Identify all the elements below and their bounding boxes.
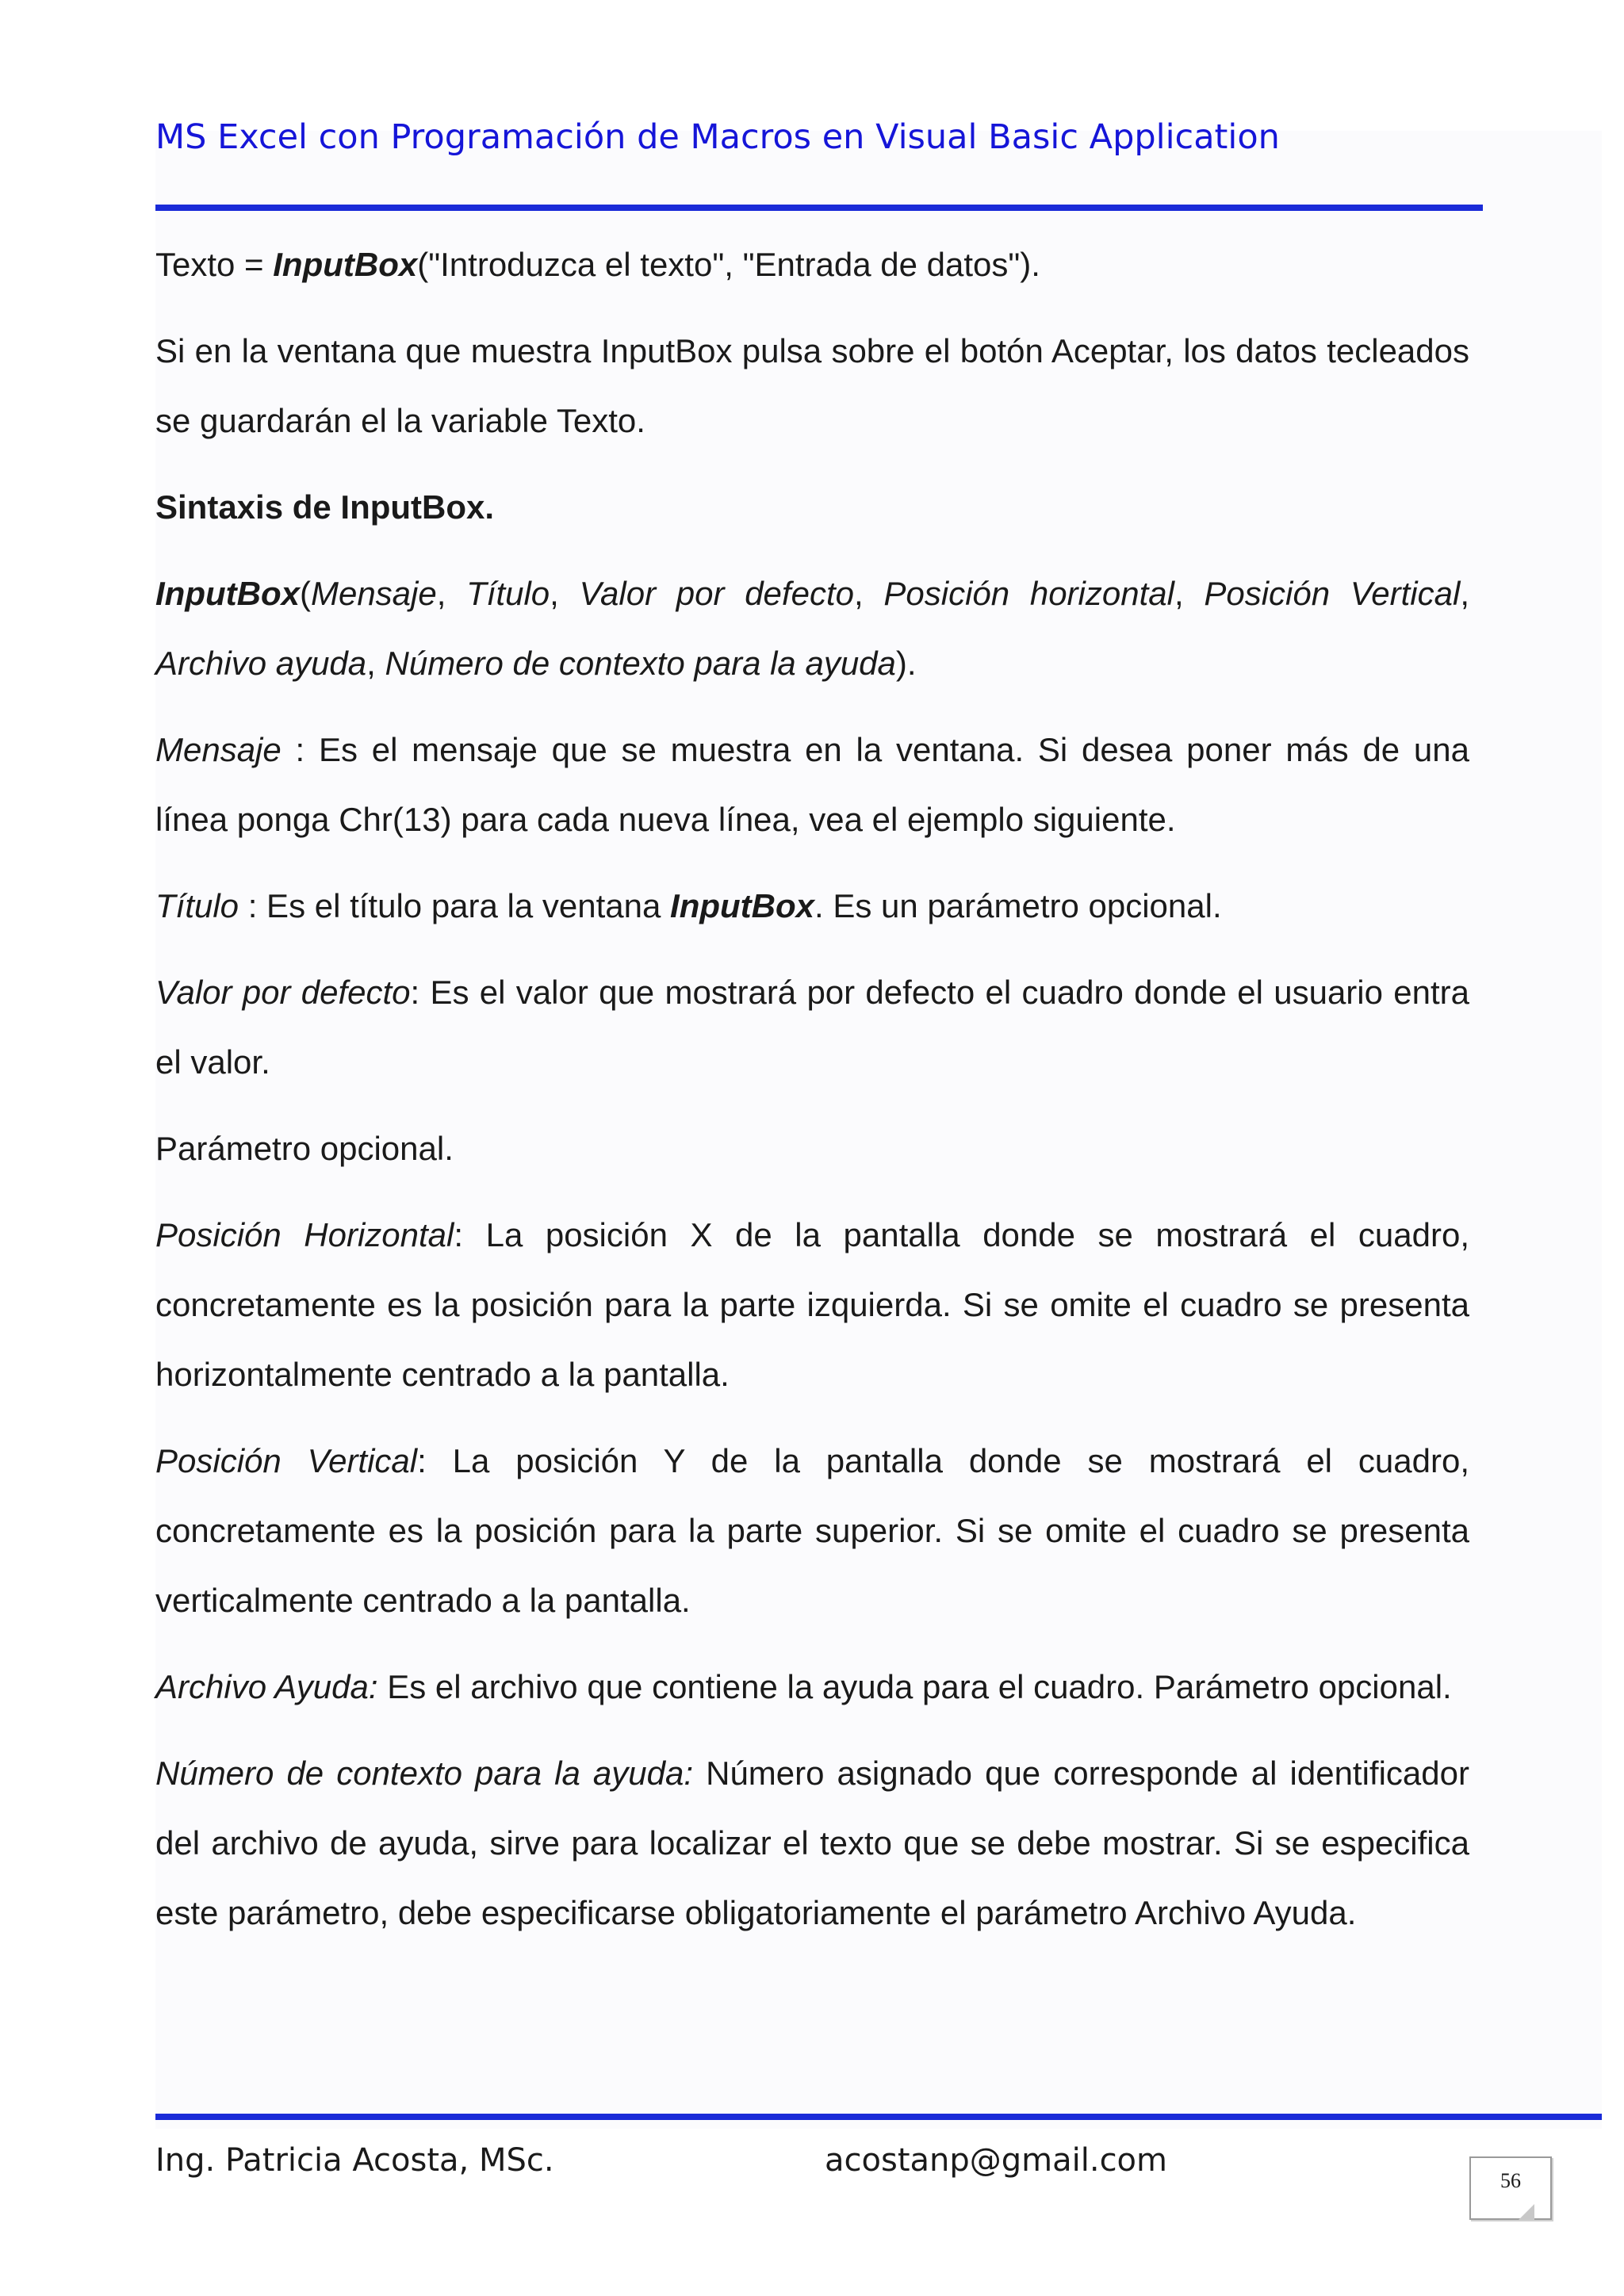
function-name: InputBox	[273, 246, 418, 283]
paragraph-inputbox-example	[155, 230, 1469, 300]
term-description: . Es un parámetro opcional.	[814, 887, 1222, 924]
text-segment: ,	[366, 645, 385, 682]
function-name: InputBox	[670, 887, 815, 924]
paragraph-aceptar-explanation: Si en la ventana que muestra InputBox pulsa sobre el botón Aceptar, los datos tecleados se guardarán el la variable Texto.	[155, 332, 1469, 439]
text-segment: ,	[853, 575, 884, 612]
text-segment: ,	[1174, 575, 1205, 612]
paragraph-archivo-ayuda	[155, 1652, 1469, 1722]
header-title: MS Excel con Programación de Macros en Visual Basic Application	[155, 117, 1280, 157]
page-number-box	[1469, 2156, 1552, 2220]
paragraph-valor-por-defecto	[155, 958, 1469, 1097]
text-segment: (	[299, 575, 311, 612]
text-segment: ).	[895, 645, 917, 682]
text-segment: ,	[1460, 575, 1469, 612]
section-heading-sintaxis: Sintaxis de InputBox.	[155, 488, 495, 526]
syntax-argument: Número de contexto para la ayuda	[385, 645, 896, 682]
term-description: : Es el mensaje que se muestra en la ventana. Si desea poner más de una línea ponga Chr(13) para cada nueva línea, vea el ejemplo siguiente.	[155, 731, 1469, 838]
text-segment: Texto =	[155, 246, 274, 283]
page-corner-fold-icon	[1519, 2204, 1534, 2220]
function-name: InputBox	[155, 575, 300, 612]
paragraph-mensaje	[155, 715, 1469, 855]
footer-author: Ing. Patricia Acosta, MSc.	[155, 2142, 554, 2179]
syntax-argument: Título	[466, 575, 550, 612]
paragraph-posicion-horizontal	[155, 1200, 1469, 1410]
term-label: Título	[155, 887, 239, 924]
footer-email: acostanp@gmail.com	[825, 2142, 1167, 2179]
term-label: Posición Vertical	[155, 1442, 418, 1479]
syntax-argument: Mensaje	[310, 575, 437, 612]
syntax-argument: Archivo ayuda	[155, 645, 367, 682]
text-segment: ("Introduzca el texto", "Entrada de datos").	[417, 246, 1040, 283]
document-body	[155, 230, 1469, 1965]
term-description: : La posición X de la pantalla donde se mostrará el cuadro, concretamente es la posición para la parte izquierda. Si se omite el cuadro se presenta horizontalmente centrado a la pantalla.	[155, 1216, 1469, 1393]
header-divider	[155, 205, 1483, 211]
syntax-argument: Valor por defecto	[579, 575, 854, 612]
paragraph-parametro-opcional: Parámetro opcional.	[155, 1130, 454, 1167]
term-label: Archivo Ayuda:	[155, 1668, 378, 1705]
term-label: Mensaje	[155, 731, 282, 768]
syntax-argument: Posición horizontal	[883, 575, 1174, 612]
paragraph-numero-contexto	[155, 1739, 1469, 1948]
term-label: Valor por defecto	[155, 974, 411, 1011]
term-description: Número asignado que corresponde al identificador del archivo de ayuda, sirve para localizar el texto que se debe mostrar. Si se especifica este parámetro, debe especificarse obligatoriamente el parámetro Archivo Ayuda.	[155, 1755, 1469, 1931]
term-label: Número de contexto para la ayuda:	[155, 1755, 694, 1792]
footer-divider	[155, 2114, 1602, 2120]
term-description: : La posición Y de la pantalla donde se mostrará el cuadro, concretamente es la posición para la parte superior. Si se omite el cuadro se presenta verticalmente centrado a la pantalla.	[155, 1442, 1469, 1619]
paragraph-titulo	[155, 871, 1469, 941]
term-description: : Es el valor que mostrará por defecto el cuadro donde el usuario entra el valor.	[155, 974, 1469, 1081]
term-label: Posición Horizontal	[155, 1216, 454, 1253]
syntax-argument: Posición Vertical	[1204, 575, 1461, 612]
text-segment: ,	[550, 575, 580, 612]
term-description: : Es el título para la ventana	[239, 887, 671, 924]
page-number: 56	[1500, 2169, 1521, 2192]
paragraph-posicion-vertical	[155, 1426, 1469, 1636]
term-description: Es el archivo que contiene la ayuda para el cuadro. Parámetro opcional.	[377, 1668, 1452, 1705]
paragraph-syntax	[155, 559, 1469, 698]
text-segment: ,	[436, 575, 467, 612]
